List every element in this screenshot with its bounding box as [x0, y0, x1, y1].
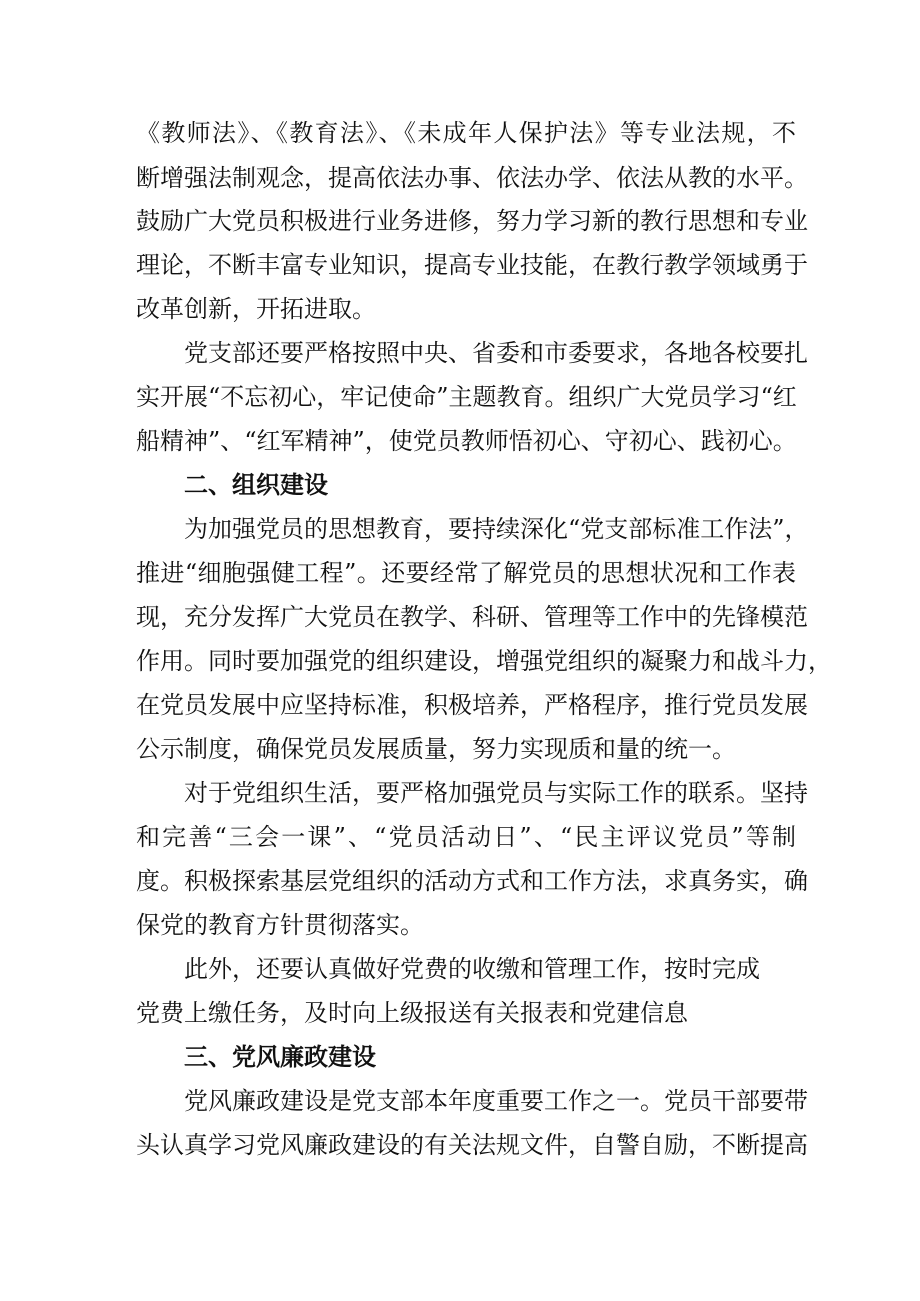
body-text-line: 公示制度，确保党员发展质量，努力实现质和量的统一。 [136, 735, 736, 763]
body-text-line: 断增强法制观念，提高依法办事、依法办学、依法从教的水平。 [136, 164, 808, 192]
body-text-line: 理论，不断丰富专业知识，提高专业技能，在教行教学领域勇于 [136, 251, 808, 279]
body-text-line: 《教师法》、《教育法》、《未成年人保护法》等专业法规，不 [136, 119, 796, 147]
body-text-line: 作用。同时要加强党的组织建设，增强党组织的凝聚力和战斗力， [136, 647, 832, 675]
body-text-line: 鼓励广大党员积极进行业务进修，努力学习新的教行思想和专业 [136, 207, 808, 235]
body-text-line: 保党的教育方针贯彻落实。 [136, 911, 424, 939]
body-text-line: 为加强党员的思想教育，要持续深化“党支部标准工作法”， [184, 515, 809, 543]
body-text-line: 在党员发展中应坚持标准，积极培养，严格程序，推行党员发展 [136, 691, 808, 719]
body-text-line: 此外，还要认真做好党费的收缴和管理工作，按时完成 [184, 955, 760, 983]
body-text-line: 推进“细胞强健工程”。还要经常了解党员的思想状况和工作表 [136, 559, 796, 587]
body-text-line: 党风廉政建设是党支部本年度重要工作之一。党员干部要带 [184, 1087, 808, 1115]
body-text-line: 党费上缴任务，及时向上级报送有关报表和党建信息 [136, 999, 688, 1027]
body-text-line: 党支部还要严格按照中央、省委和市委要求，各地各校要扎 [184, 339, 808, 367]
body-text-line: 头认真学习党风廉政建设的有关法规文件，自警自励，不断提高 [136, 1131, 808, 1159]
body-text-line: 船精神”、“红军精神”，使党员教师悟初心、守初心、践初心。 [136, 427, 797, 455]
body-text-line: 现，充分发挥广大党员在教学、科研、管理等工作中的先锋模范 [136, 603, 808, 631]
body-text-line: 度。积极探索基层党组织的活动方式和工作方法，求真务实，确 [136, 867, 808, 895]
section-heading: 三、党风廉政建设 [184, 1043, 376, 1071]
body-text-line: 实开展“不忘初心，牢记使命”主题教育。组织广大党员学习“红 [136, 383, 797, 411]
section-heading: 二、组织建设 [184, 471, 328, 499]
body-text-line: 改革创新，开拓进取。 [136, 295, 376, 323]
body-text-line: 和完善“三会一课”、“党员活动日”、“民主评议党员”等制 [136, 823, 796, 851]
body-text-line: 对于党组织生活，要严格加强党员与实际工作的联系。坚持 [184, 779, 808, 807]
